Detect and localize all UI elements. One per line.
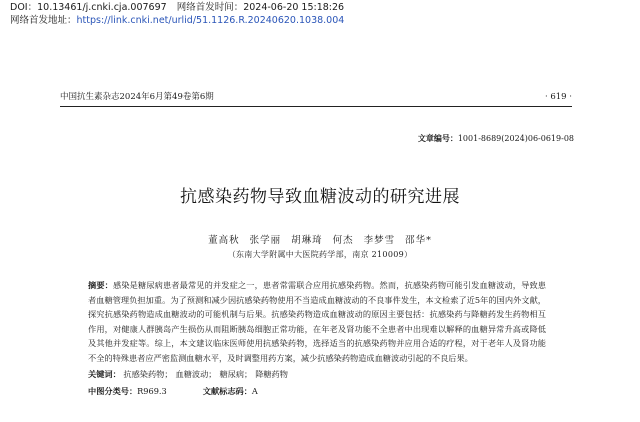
- journal-running-header: [60, 92, 572, 107]
- keyword: 糖尿病；: [219, 369, 253, 379]
- keyword: 血糖波动；: [175, 369, 217, 379]
- keyword: 降糖药物: [255, 369, 288, 379]
- first-pub-addr-label: 网络首发地址：: [10, 15, 77, 26]
- first-pub-address-line: [10, 15, 344, 27]
- author-affiliation: （东南大学附属中大医院药学部，南京 210009）: [227, 250, 413, 259]
- clc-label: 中图分类号：: [88, 386, 138, 396]
- keywords-label: 关键词：: [88, 369, 121, 379]
- abstract-label: 摘要：: [88, 280, 113, 290]
- article-number-value: 1001-8689(2024)06-0619-08: [457, 134, 574, 143]
- first-pub-label: 网络首发时间：: [176, 2, 244, 13]
- doi-value: 10.13461/j.cnki.cja.007697: [37, 2, 167, 13]
- doi-label: DOI：: [10, 2, 38, 13]
- keywords: [88, 369, 558, 380]
- keyword: 抗感染药物；: [123, 369, 173, 379]
- classification-line: [88, 386, 258, 397]
- journal-issue: 中国抗生素杂志2024年6月第49卷第6期: [60, 92, 214, 102]
- paper-title: 抗感染药物导致血糖波动的研究进展: [180, 187, 460, 207]
- article-number: [418, 133, 574, 144]
- abstract-text: 感染是糖尿病患者最常见的并发症之一，患者常需联合应用抗感染药物。然而，抗感染药物可能引发血糖波动，导致患者血糖管理负担加重。为了预测和减少因抗感染药物使用不当造成血糖波动的不良事件发生，本文检索了近5年的国内外文献，探究抗感染药物造成血糖波动的可能机制与后果。抗感染药物造成血糖波动的原因主要包括：抗感染药与降糖药发生药物相互作用，对健康人群胰岛产生损伤从而阻断胰岛细胞正常功能，在年老及肾功能不全患者中出现难以解释的血糖异常升高或降低及其他并发症等。综上，本文建议临床医师使用抗感染药物，选择适当的抗感染药物并应用合适的疗程，对于老年人及肾功能不全的特殊患者应严密监测血糖水平，及时调整用药方案，减少抗感染药物造成血糖波动引起的不良后果。: [88, 280, 546, 363]
- first-pub-time: 2024-06-20 15:18:26: [243, 2, 345, 13]
- doc-code-label: 文献标志码：: [202, 386, 252, 396]
- abstract: [88, 278, 546, 365]
- author-list: 董高秋 张学丽 胡琳琦 何杰 李梦雪 邵华*: [208, 235, 432, 246]
- doc-code-value: A: [251, 386, 258, 396]
- article-number-label: 文章编号：: [417, 133, 458, 143]
- doi-line: [10, 2, 344, 14]
- clc-value: R969.3: [137, 386, 167, 396]
- first-pub-addr-link[interactable]: https://link.cnki.net/urlid/51.1126.R.20240620.1038.004: [76, 15, 345, 26]
- page-number: · 619 ·: [544, 92, 572, 102]
